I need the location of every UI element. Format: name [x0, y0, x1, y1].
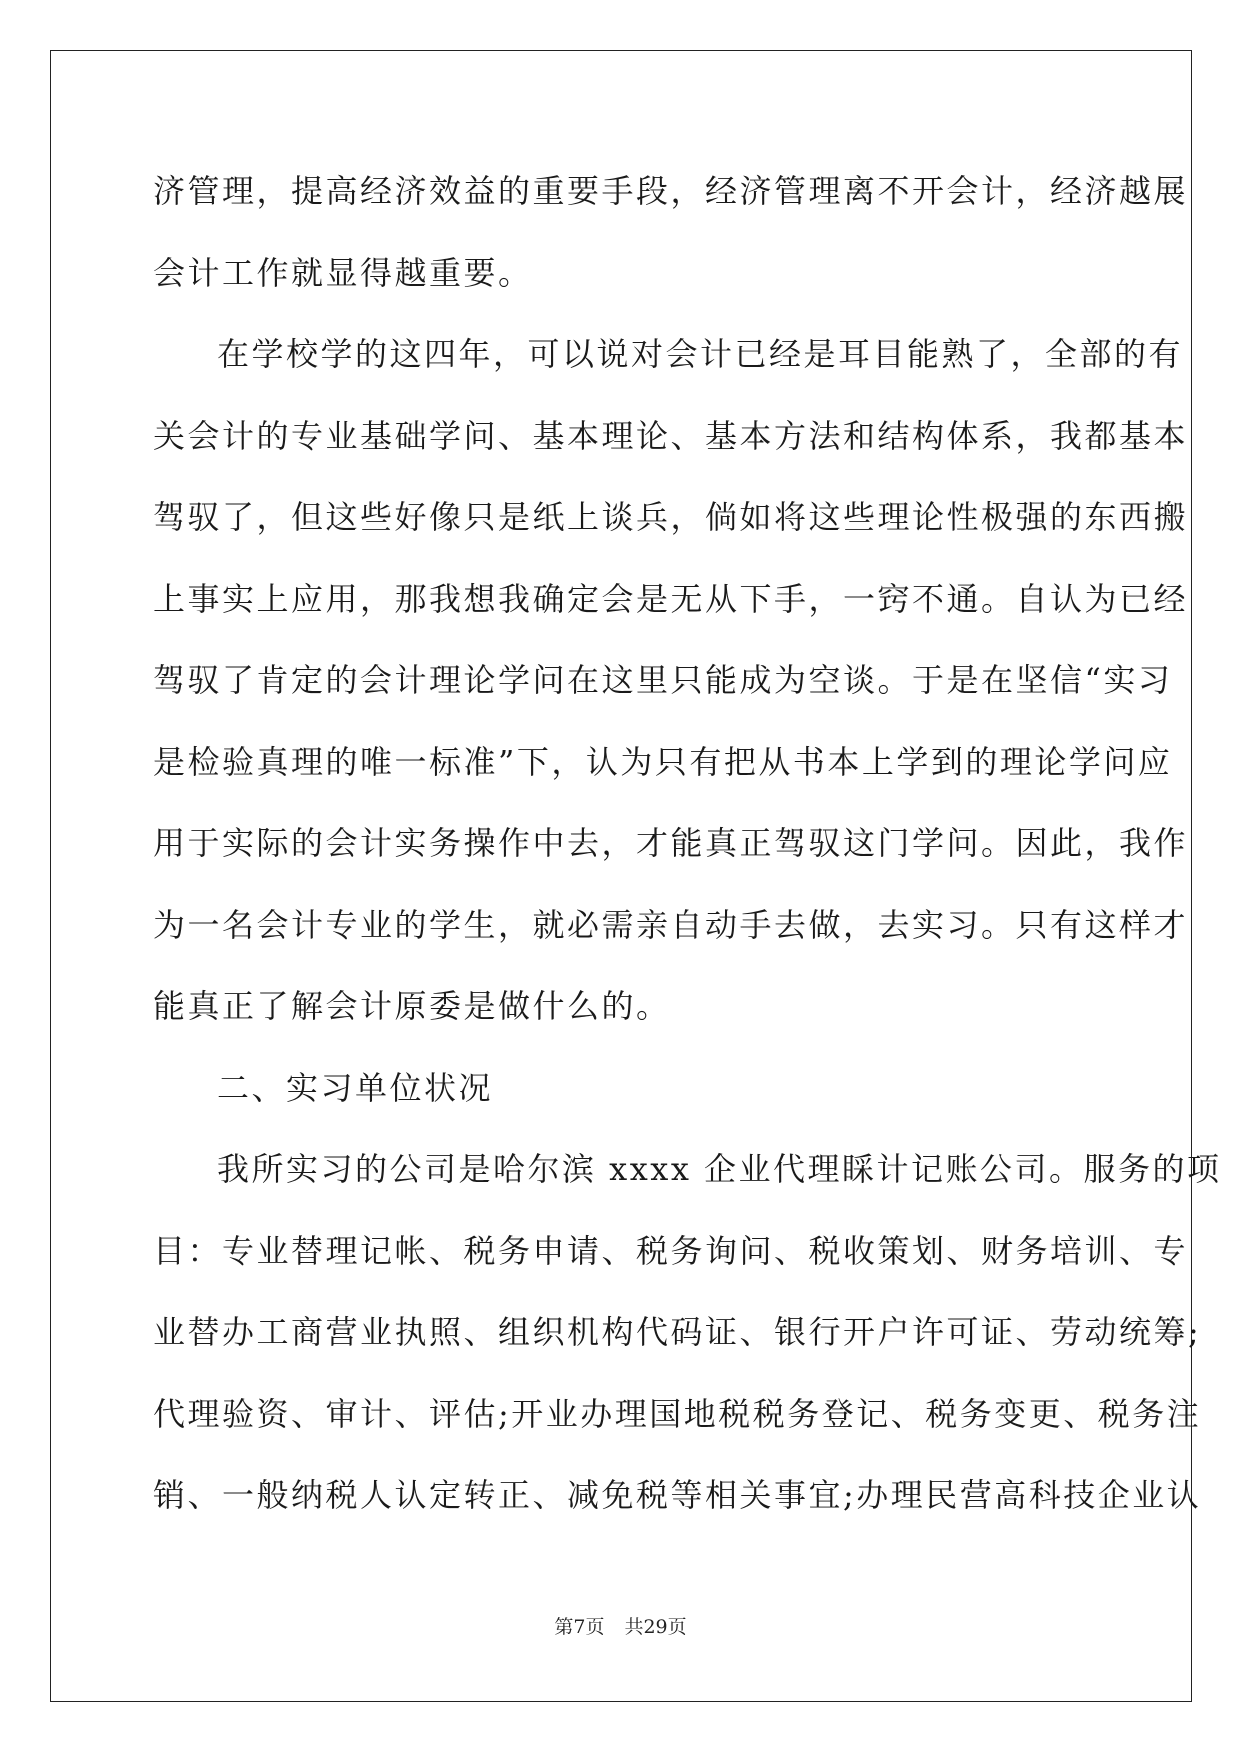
paragraph-start-line: 我所实习的公司是哈尔滨 xxxx 企业代理睬计记账公司。服务的项	[217, 1150, 1222, 1188]
text-line: 代理验资、审计、评估;开业办理国地税税务登记、税务变更、税务注	[153, 1394, 1202, 1433]
text-line: 会计工作就显得越重要。	[153, 253, 533, 292]
page-footer	[0, 1612, 1241, 1639]
page-number: 第7页	[554, 1616, 605, 1638]
text-line: 驾驭了肯定的会计理论学问在这里只能成为空谈。于是在坚信“实习	[153, 661, 1173, 699]
text-line: 用于实际的会计实务操作中去，才能真正驾驭这门学问。因此，我作	[153, 824, 1189, 862]
text-line: 销、一般纳税人认定转正、减免税等相关事宜;办理民营高科技企业认	[153, 1476, 1202, 1514]
paragraph-start-line: 在学校学的这四年，可以说对会计已经是耳目能熟了，全部的有	[217, 335, 1184, 373]
text-line: 能真正了解会计原委是做什么的。	[153, 987, 671, 1025]
text-line: 为一名会计专业的学生，就必需亲自动手去做，去实习。只有这样才	[153, 905, 1189, 944]
text-line: 济管理，提高经济效益的重要手段，经济管理离不开会计，经济越展	[153, 172, 1189, 210]
text-line: 关会计的专业基础学问、基本理论、基本方法和结构体系，我都基本	[153, 416, 1189, 455]
document-body	[153, 165, 1222, 1551]
text-line: 目：专业替理记帐、税务申请、税务询问、税收策划、财务培训、专	[153, 1231, 1189, 1270]
page-total: 共29页	[624, 1616, 687, 1638]
text-line: 业替办工商营业执照、组织机构代码证、银行开户许可证、劳动统筹;	[153, 1313, 1202, 1351]
section-heading: 二、实习单位状况	[217, 1068, 494, 1107]
text-line: 上事实上应用，那我想我确定会是无从下手，一窍不通。自认为已经	[153, 579, 1189, 618]
text-line: 是检验真理的唯一标准”下，认为只有把从书本上学到的理论学问应	[153, 742, 1173, 781]
text-line: 驾驭了，但这些好像只是纸上谈兵，倘如将这些理论性极强的东西搬	[153, 498, 1189, 536]
